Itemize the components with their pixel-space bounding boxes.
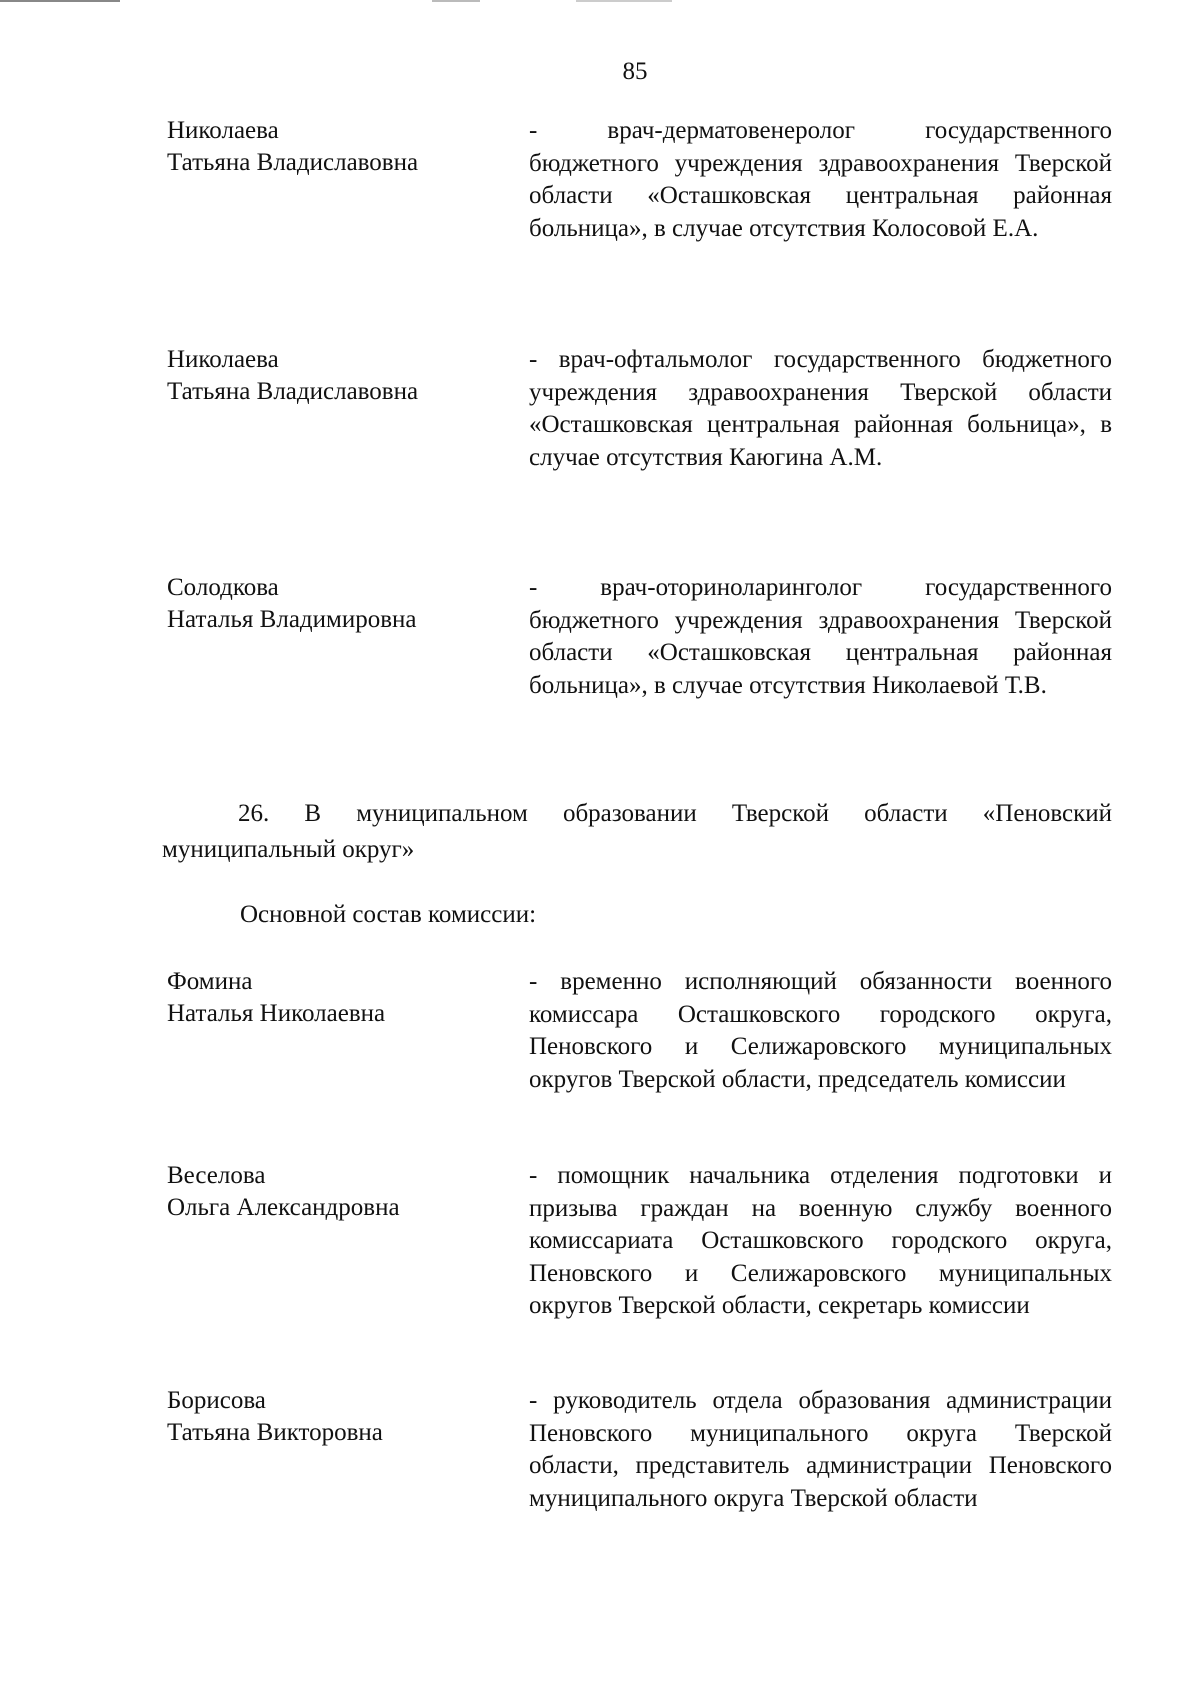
member-surname: Фомина — [167, 968, 253, 995]
member-name — [167, 1385, 517, 1449]
member-given-names: Татьяна Владиславовна — [167, 378, 419, 405]
member-role: - временно исполняющий обязанности военного комиссара Осташковского городского округа, Пеновского и Селижаровского муниципальных округов Тверской области, председатель комиссии — [529, 968, 1112, 1093]
section-paragraph: 26. В муниципальном образовании Тверской области «Пеновский муниципальный округ» — [162, 800, 1112, 863]
member-given-names: Наталья Владимировна — [167, 606, 417, 633]
member-given-names: Татьяна Владиславовна — [167, 149, 419, 176]
member-name — [167, 115, 517, 179]
member-role: - врач-дерматовенеролог государственного бюджетного учреждения здравоохранения Тверской области «Осташковская центральная районная больница», в случае отсутствия Колосовой Е.А. — [529, 117, 1112, 242]
scan-top-edge — [0, 0, 1200, 2]
member-name — [167, 966, 517, 1030]
member-surname: Солодкова — [167, 574, 279, 601]
member-given-names: Ольга Александровна — [167, 1194, 400, 1221]
member-given-names: Наталья Николаевна — [167, 1000, 386, 1027]
member-role: - врач-оториноларинголог государственного бюджетного учреждения здравоохранения Тверской области «Осташковская центральная районная больница», в случае отсутствия Николаевой Т.В. — [529, 574, 1112, 699]
member-name — [167, 572, 517, 636]
member-given-names: Татьяна Викторовна — [167, 1419, 383, 1446]
member-name — [167, 1160, 517, 1224]
member-surname: Борисова — [167, 1387, 266, 1414]
section-subheading: Основной состав комиссии: — [240, 901, 537, 928]
member-name — [167, 344, 517, 408]
member-role: - помощник начальника отделения подготовки и призыва граждан на военную службу военного комиссариата Осташковского городского округа, Пеновского и Селижаровского муниципальных округов Тверской области, секретарь комиссии — [529, 1162, 1112, 1319]
member-surname: Веселова — [167, 1162, 266, 1189]
member-role: - руководитель отдела образования администрации Пеновского муниципального округа Тверской области, представитель администрации Пеновского муниципального округа Тверской области — [529, 1387, 1112, 1512]
member-surname: Николаева — [167, 346, 279, 373]
member-role: - врач-офтальмолог государственного бюджетного учреждения здравоохранения Тверской области «Осташковская центральная районная больница», в случае отсутствия Каюгина А.М. — [529, 346, 1112, 471]
member-surname: Николаева — [167, 117, 279, 144]
page-number: 85 — [622, 58, 648, 85]
